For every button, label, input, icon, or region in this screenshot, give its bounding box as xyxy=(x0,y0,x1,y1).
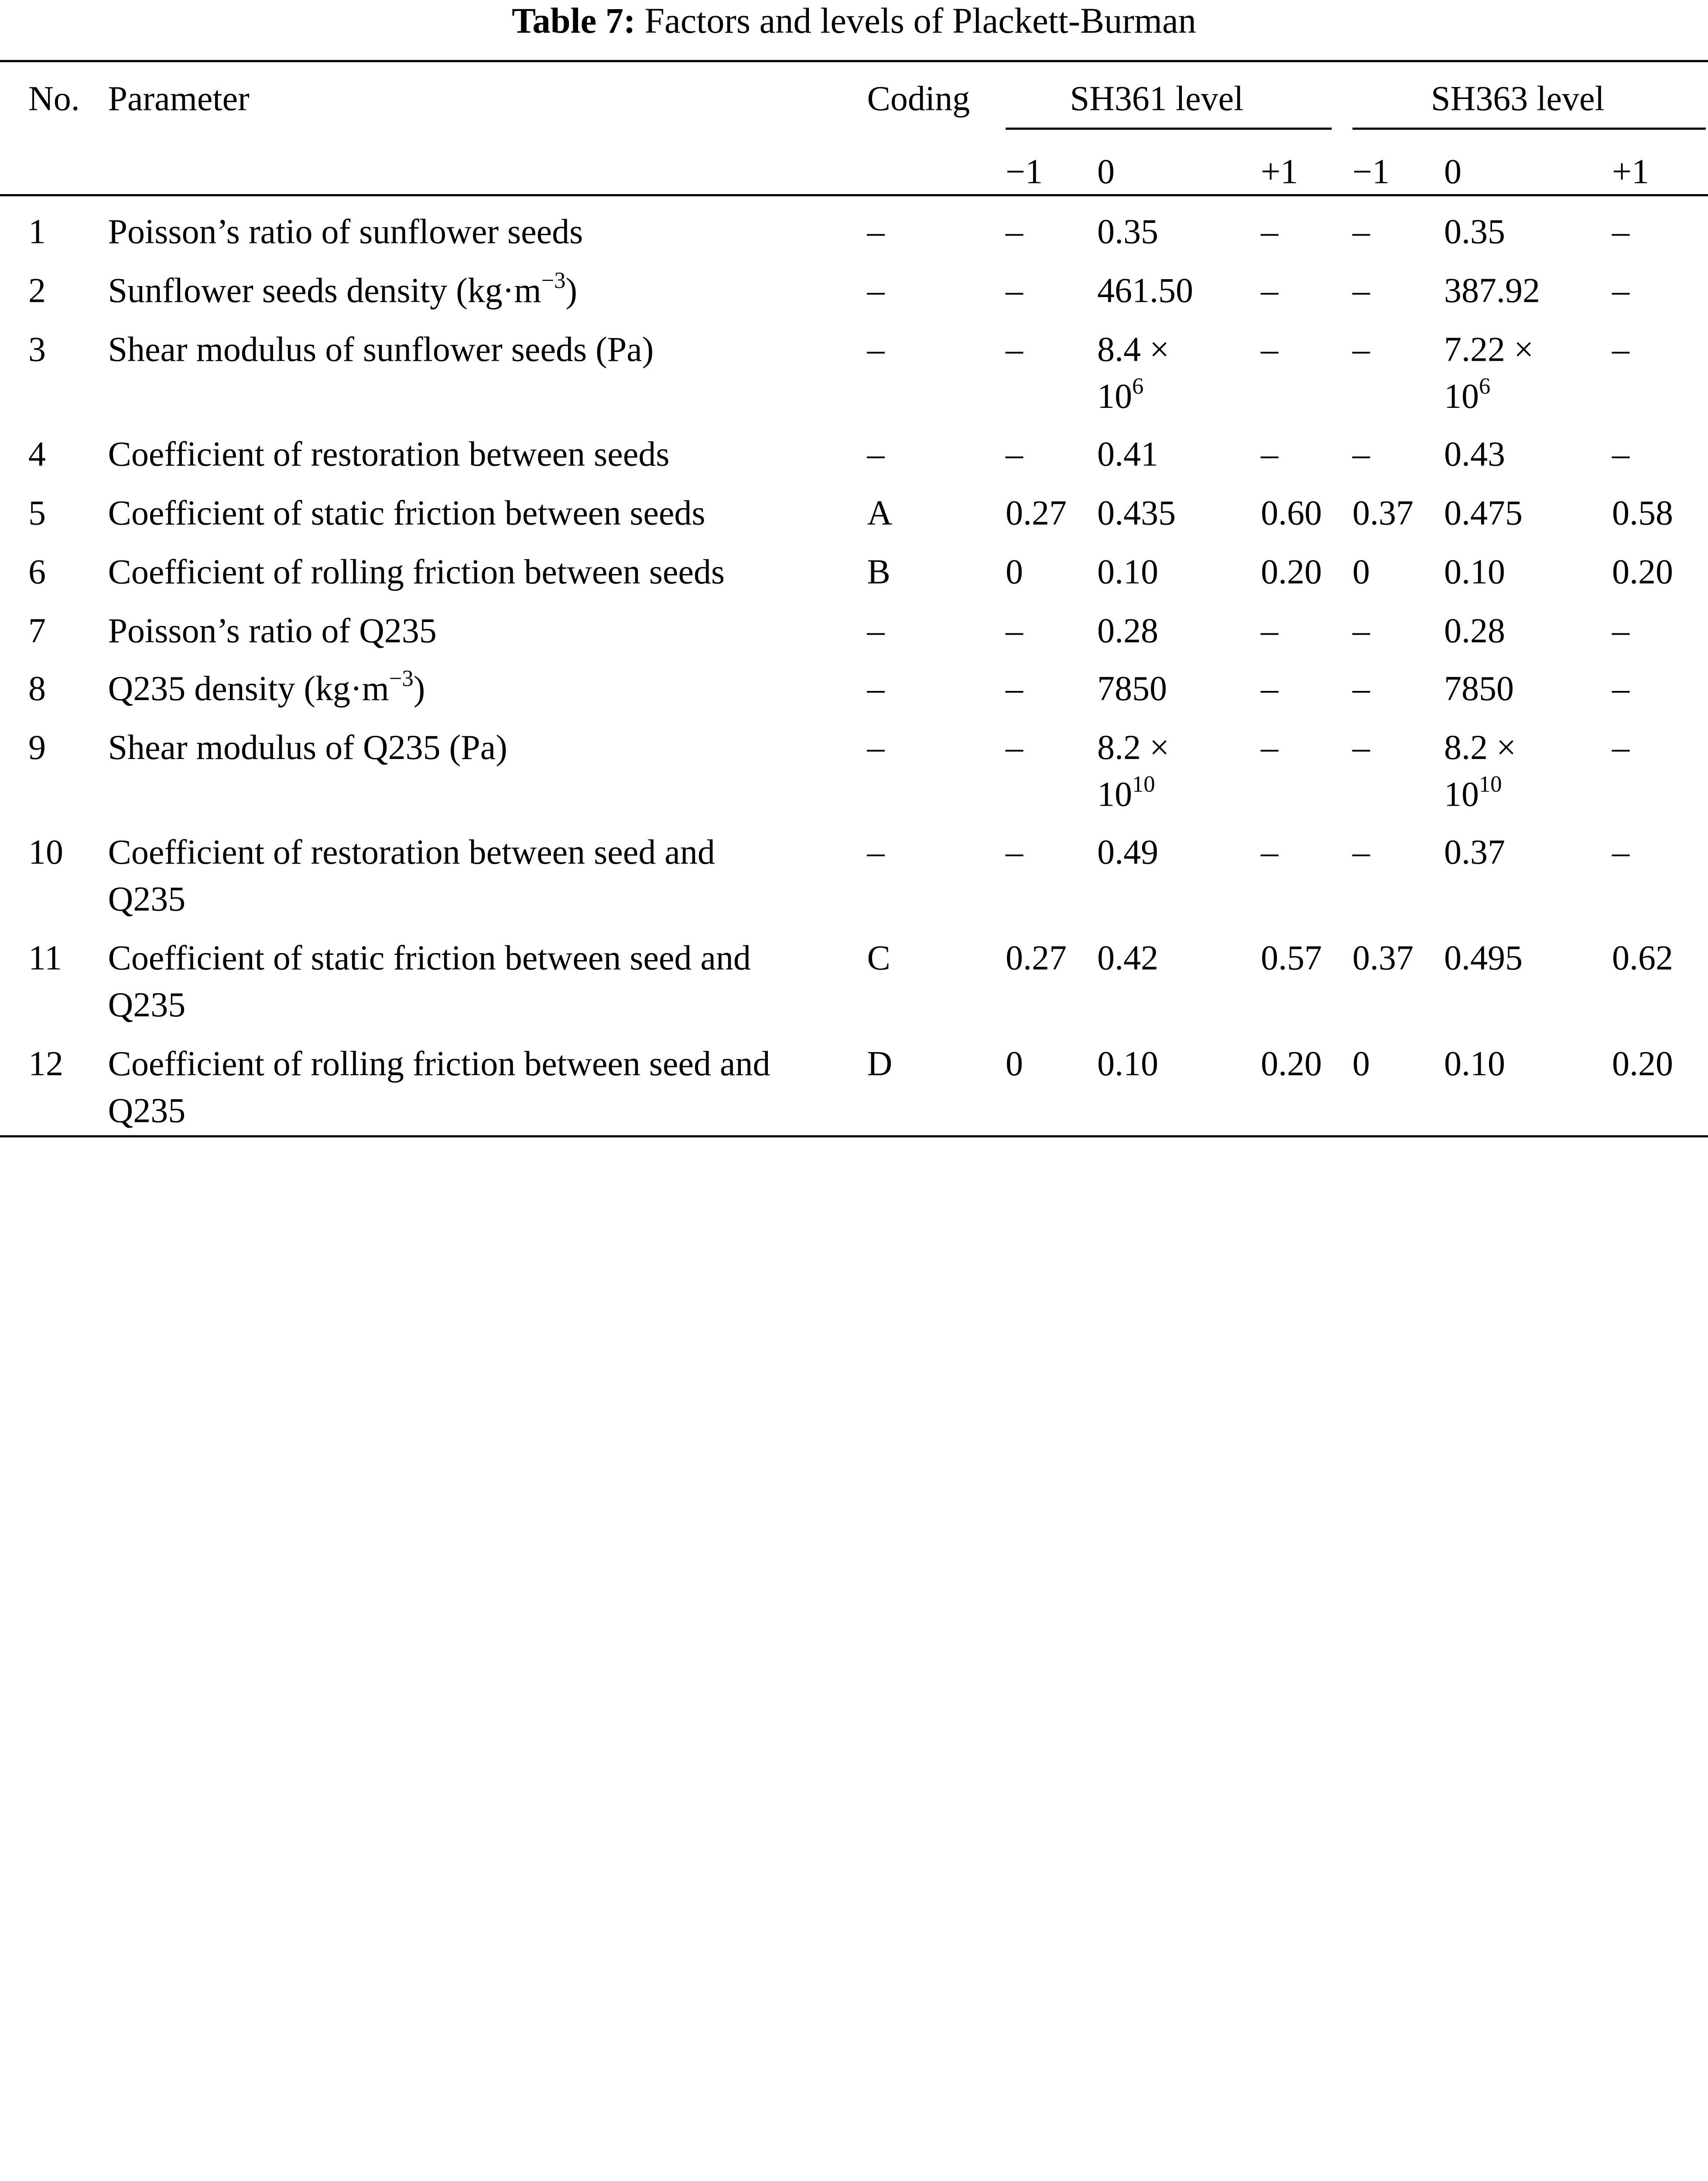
coding-cell: – xyxy=(867,212,885,251)
sh361-minus1-cell: – xyxy=(1006,832,1023,872)
sh361-plus1-cell: 0.20 xyxy=(1261,1043,1322,1083)
row-number: 6 xyxy=(28,552,46,591)
sh363-minus1-cell: – xyxy=(1352,270,1370,310)
coding-cell: – xyxy=(867,329,885,369)
parameter-cell: Poisson’s ratio of Q235 xyxy=(108,611,437,650)
header-sh361-level: SH361 level xyxy=(1070,79,1244,118)
header-rule xyxy=(0,194,1708,196)
header-coding: Coding xyxy=(867,79,970,118)
coding-cell: – xyxy=(867,727,885,767)
parameter-cell: Coefficient of restoration between seeds xyxy=(108,434,670,473)
sh361-zero-cell: 461.50 xyxy=(1097,270,1193,310)
row-number: 11 xyxy=(28,938,62,977)
parameter-cell: Coefficient of rolling friction between seed and xyxy=(108,1043,770,1083)
sh361-zero-cell: 8.4 × xyxy=(1097,329,1170,369)
sh361-zero-cell: 0.10 xyxy=(1097,552,1158,591)
sh363-plus1-cell: – xyxy=(1612,270,1629,310)
sh363-plus1-cell: – xyxy=(1612,212,1629,251)
row-number: 12 xyxy=(28,1043,63,1083)
sh361-minus1-cell: – xyxy=(1006,611,1023,650)
sh363-zero-cell: 0.475 xyxy=(1444,493,1523,532)
header-sh363-plus1: +1 xyxy=(1612,151,1650,191)
row-number: 7 xyxy=(28,611,46,650)
table-caption-label: Table 7: xyxy=(512,2,636,41)
parameter-cell: Q235 xyxy=(108,1090,186,1130)
sh361-zero-cell: 0.435 xyxy=(1097,493,1176,532)
sh363-minus1-cell: – xyxy=(1352,668,1370,708)
sh361-minus1-cell: – xyxy=(1006,329,1023,369)
sh361-plus1-cell: 0.20 xyxy=(1261,552,1322,591)
parameter-cell: Poisson’s ratio of sunflower seeds xyxy=(108,212,583,251)
top-rule xyxy=(0,60,1708,62)
sh361-group-rule xyxy=(1006,128,1332,130)
sh363-plus1-cell: – xyxy=(1612,329,1629,369)
sh361-plus1-cell: 0.60 xyxy=(1261,493,1322,532)
sh363-minus1-cell: – xyxy=(1352,832,1370,872)
sh363-zero-cell: 7.22 × xyxy=(1444,329,1534,369)
sh361-minus1-cell: – xyxy=(1006,212,1023,251)
sh363-group-rule xyxy=(1352,128,1706,130)
coding-cell: B xyxy=(867,552,890,591)
coding-cell: – xyxy=(867,611,885,650)
sh361-minus1-cell: 0 xyxy=(1006,552,1023,591)
parameter-cell: Shear modulus of Q235 (Pa) xyxy=(108,727,507,767)
parameter-cell: Coefficient of restoration between seed and xyxy=(108,832,715,872)
sh363-zero-cell: 7850 xyxy=(1444,668,1514,708)
header-sh363-minus1: −1 xyxy=(1352,151,1390,191)
sh361-plus1-cell: 0.57 xyxy=(1261,938,1322,977)
sh361-minus1-cell: – xyxy=(1006,727,1023,767)
sh363-zero-cell-continued: $10^6$ xyxy=(1444,373,1491,416)
coding-cell: – xyxy=(867,668,885,708)
parameter-cell: Q235 xyxy=(108,879,186,918)
table-caption xyxy=(0,0,1708,44)
sh361-zero-cell: 0.42 xyxy=(1097,938,1158,977)
sh361-plus1-cell: – xyxy=(1261,668,1278,708)
header-no: No. xyxy=(28,79,80,118)
parameter-cell: Sunflower seeds density $(kg\cdot m^{-3})$ xyxy=(108,267,578,310)
sh361-zero-cell-continued: $10^6$ xyxy=(1097,373,1144,416)
sh363-zero-cell-continued: $10^{10}$ xyxy=(1444,771,1502,814)
row-number: 10 xyxy=(28,832,63,872)
sh363-zero-cell: 387.92 xyxy=(1444,270,1540,310)
row-number: 4 xyxy=(28,434,46,473)
sh363-plus1-cell: – xyxy=(1612,611,1629,650)
sh363-plus1-cell: 0.20 xyxy=(1612,552,1673,591)
sh363-minus1-cell: 0.37 xyxy=(1352,938,1414,977)
sh361-plus1-cell: – xyxy=(1261,329,1278,369)
sh361-zero-cell: 0.49 xyxy=(1097,832,1158,872)
sh361-minus1-cell: 0.27 xyxy=(1006,938,1067,977)
sh361-zero-cell: 8.2 × xyxy=(1097,727,1170,767)
header-sh363-zero: 0 xyxy=(1444,151,1462,191)
header-sh361-zero: 0 xyxy=(1097,151,1115,191)
parameter-cell: Coefficient of static friction between seeds xyxy=(108,493,705,532)
sh361-zero-cell: 7850 xyxy=(1097,668,1167,708)
power-exponent: 6 xyxy=(1132,373,1144,399)
row-number: 8 xyxy=(28,668,46,708)
coding-cell: – xyxy=(867,832,885,872)
sh361-zero-cell: 0.41 xyxy=(1097,434,1158,473)
coding-cell: C xyxy=(867,938,890,977)
row-number: 1 xyxy=(28,212,46,251)
sh361-minus1-cell: – xyxy=(1006,668,1023,708)
sh361-minus1-cell: 0 xyxy=(1006,1043,1023,1083)
parameter-cell: Shear modulus of sunflower seeds (Pa) xyxy=(108,329,654,369)
sh363-plus1-cell: 0.20 xyxy=(1612,1043,1673,1083)
sh363-minus1-cell: 0 xyxy=(1352,1043,1370,1083)
sh363-plus1-cell: – xyxy=(1612,434,1629,473)
row-number: 9 xyxy=(28,727,46,767)
sh363-zero-cell: 0.43 xyxy=(1444,434,1505,473)
parameter-cell: Q235 xyxy=(108,985,186,1024)
power-exponent: 6 xyxy=(1479,373,1491,399)
sh363-zero-cell: 0.495 xyxy=(1444,938,1523,977)
coding-cell: – xyxy=(867,270,885,310)
sh361-plus1-cell: – xyxy=(1261,434,1278,473)
sh361-zero-cell: 0.28 xyxy=(1097,611,1158,650)
sh361-minus1-cell: – xyxy=(1006,270,1023,310)
coding-cell: – xyxy=(867,434,885,473)
coding-cell: A xyxy=(867,493,893,532)
sh363-minus1-cell: – xyxy=(1352,212,1370,251)
sh363-minus1-cell: – xyxy=(1352,434,1370,473)
sh361-zero-cell: 0.35 xyxy=(1097,212,1158,251)
sh361-zero-cell-continued: $10^{10}$ xyxy=(1097,771,1155,814)
row-number: 3 xyxy=(28,329,46,369)
header-sh361-minus1: −1 xyxy=(1006,151,1043,191)
sh363-plus1-cell: – xyxy=(1612,832,1629,872)
sh363-zero-cell: 0.28 xyxy=(1444,611,1505,650)
sh363-minus1-cell: – xyxy=(1352,611,1370,650)
sh361-minus1-cell: – xyxy=(1006,434,1023,473)
sh363-minus1-cell: – xyxy=(1352,329,1370,369)
header-sh363-level: SH363 level xyxy=(1431,79,1605,118)
header-parameter: Parameter xyxy=(108,79,250,118)
sh363-zero-cell: 0.37 xyxy=(1444,832,1505,872)
sh363-zero-cell: 0.10 xyxy=(1444,552,1505,591)
sh363-minus1-cell: 0.37 xyxy=(1352,493,1414,532)
parameter-cell: Coefficient of rolling friction between seeds xyxy=(108,552,725,591)
sh363-plus1-cell: – xyxy=(1612,668,1629,708)
sh361-plus1-cell: – xyxy=(1261,832,1278,872)
sh361-plus1-cell: – xyxy=(1261,611,1278,650)
power-exponent: 10 xyxy=(1132,771,1155,797)
header-sh361-plus1: +1 xyxy=(1261,151,1298,191)
row-number: 5 xyxy=(28,493,46,532)
sh361-minus1-cell: 0.27 xyxy=(1006,493,1067,532)
table-caption-text: Factors and levels of Plackett-Burman xyxy=(644,2,1196,41)
power-exponent: 10 xyxy=(1479,771,1502,797)
sh363-plus1-cell: 0.62 xyxy=(1612,938,1673,977)
coding-cell: D xyxy=(867,1043,893,1083)
row-number: 2 xyxy=(28,270,46,310)
sh363-plus1-cell: 0.58 xyxy=(1612,493,1673,532)
parameter-cell: Q235 density $(kg\cdot m^{-3})$ xyxy=(108,665,425,708)
sh361-zero-cell: 0.10 xyxy=(1097,1043,1158,1083)
unit-exponent: −3 xyxy=(541,267,566,294)
sh363-zero-cell: 8.2 × xyxy=(1444,727,1516,767)
parameter-cell: Coefficient of static friction between seed and xyxy=(108,938,751,977)
sh363-zero-cell: 0.10 xyxy=(1444,1043,1505,1083)
unit-exponent: −3 xyxy=(389,665,414,691)
sh361-plus1-cell: – xyxy=(1261,727,1278,767)
sh363-zero-cell: 0.35 xyxy=(1444,212,1505,251)
sh361-plus1-cell: – xyxy=(1261,212,1278,251)
bottom-rule xyxy=(0,1135,1708,1138)
sh363-plus1-cell: – xyxy=(1612,727,1629,767)
sh363-minus1-cell: 0 xyxy=(1352,552,1370,591)
sh363-minus1-cell: – xyxy=(1352,727,1370,767)
sh361-plus1-cell: – xyxy=(1261,270,1278,310)
